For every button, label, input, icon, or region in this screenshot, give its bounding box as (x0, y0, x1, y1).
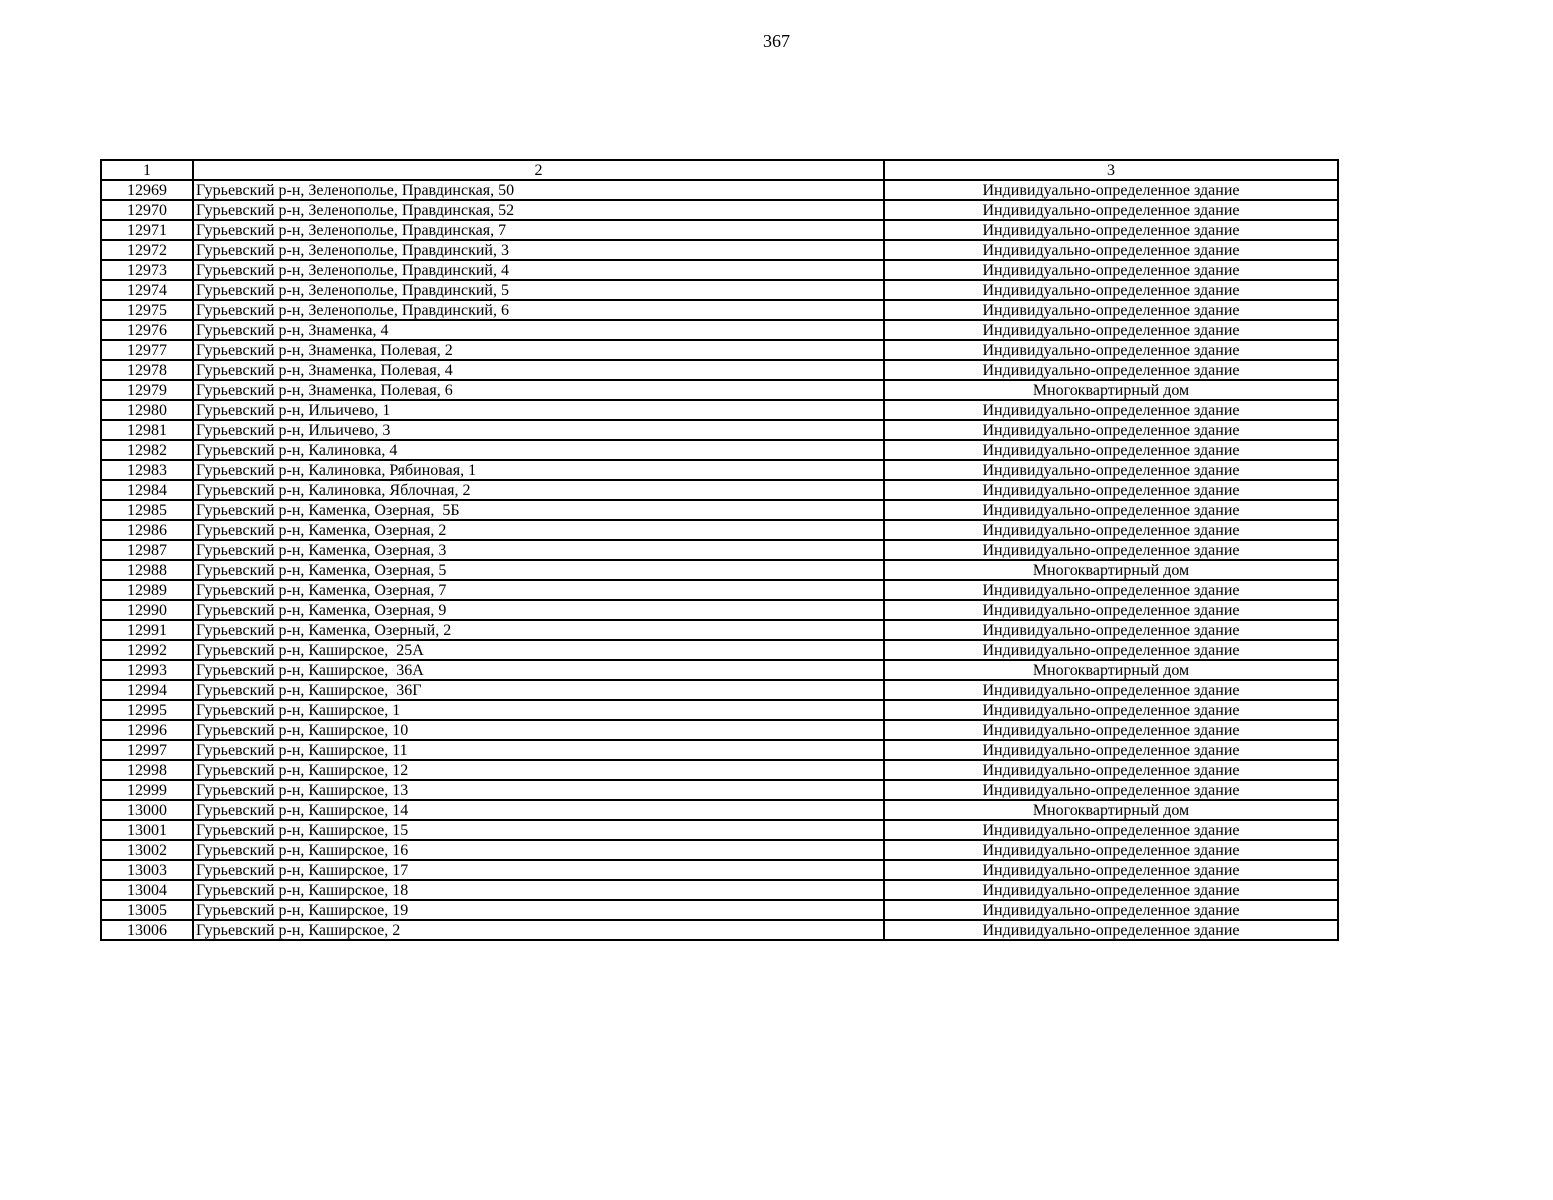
table-row (101, 180, 1338, 200)
row-number-cell: 12991 (101, 620, 193, 640)
row-number-cell: 12973 (101, 260, 193, 280)
address-cell: Гурьевский р-н, Зеленополье, Правдинская, 50 (193, 180, 884, 200)
row-number-cell: 12999 (101, 780, 193, 800)
address-cell: Гурьевский р-н, Ильичево, 1 (193, 400, 884, 420)
address-cell: Гурьевский р-н, Каменка, Озерная, 9 (193, 600, 884, 620)
object-type-cell: Индивидуально-определенное здание (884, 880, 1338, 900)
registry-table (100, 159, 1339, 941)
table-row (101, 880, 1338, 900)
address-cell: Гурьевский р-н, Каширское, 18 (193, 880, 884, 900)
address-cell: Гурьевский р-н, Зеленополье, Правдинский, 5 (193, 280, 884, 300)
table-row (101, 900, 1338, 920)
row-number-cell: 12980 (101, 400, 193, 420)
object-type-cell: Индивидуально-определенное здание (884, 320, 1338, 340)
table-row (101, 840, 1338, 860)
object-type-cell: Индивидуально-определенное здание (884, 500, 1338, 520)
object-type-cell: Индивидуально-определенное здание (884, 360, 1338, 380)
table-row (101, 400, 1338, 420)
table-row (101, 640, 1338, 660)
row-number-cell: 12979 (101, 380, 193, 400)
row-number-cell: 13004 (101, 880, 193, 900)
row-number-cell: 13002 (101, 840, 193, 860)
table-body (101, 180, 1338, 940)
address-cell: Гурьевский р-н, Знаменка, Полевая, 4 (193, 360, 884, 380)
table-row (101, 700, 1338, 720)
object-type-cell: Индивидуально-определенное здание (884, 280, 1338, 300)
object-type-cell: Индивидуально-определенное здание (884, 480, 1338, 500)
row-number-cell: 12970 (101, 200, 193, 220)
table-row (101, 360, 1338, 380)
table-row (101, 660, 1338, 680)
row-number-cell: 12983 (101, 460, 193, 480)
object-type-cell: Индивидуально-определенное здание (884, 240, 1338, 260)
object-type-cell: Индивидуально-определенное здание (884, 720, 1338, 740)
column-header-3: 3 (884, 160, 1338, 180)
row-number-cell: 13005 (101, 900, 193, 920)
table-row (101, 260, 1338, 280)
table-row (101, 200, 1338, 220)
table-row (101, 220, 1338, 240)
object-type-cell: Индивидуально-определенное здание (884, 580, 1338, 600)
address-cell: Гурьевский р-н, Знаменка, Полевая, 6 (193, 380, 884, 400)
object-type-cell: Индивидуально-определенное здание (884, 640, 1338, 660)
object-type-cell: Индивидуально-определенное здание (884, 460, 1338, 480)
address-cell: Гурьевский р-н, Каширское, 11 (193, 740, 884, 760)
table-row (101, 560, 1338, 580)
object-type-cell: Индивидуально-определенное здание (884, 180, 1338, 200)
row-number-cell: 12985 (101, 500, 193, 520)
address-cell: Гурьевский р-н, Каширское, 36Г (193, 680, 884, 700)
table-row (101, 320, 1338, 340)
address-cell: Гурьевский р-н, Каширское, 15 (193, 820, 884, 840)
row-number-cell: 12986 (101, 520, 193, 540)
table-row (101, 500, 1338, 520)
row-number-cell: 12988 (101, 560, 193, 580)
object-type-cell: Индивидуально-определенное здание (884, 540, 1338, 560)
object-type-cell: Индивидуально-определенное здание (884, 620, 1338, 640)
table-row (101, 240, 1338, 260)
address-cell: Гурьевский р-н, Ильичево, 3 (193, 420, 884, 440)
row-number-cell: 12998 (101, 760, 193, 780)
object-type-cell: Многоквартирный дом (884, 660, 1338, 680)
row-number-cell: 13000 (101, 800, 193, 820)
table-row (101, 520, 1338, 540)
row-number-cell: 12982 (101, 440, 193, 460)
table-header (101, 160, 1338, 180)
object-type-cell: Многоквартирный дом (884, 380, 1338, 400)
table-row (101, 480, 1338, 500)
address-cell: Гурьевский р-н, Зеленополье, Правдинская, 7 (193, 220, 884, 240)
object-type-cell: Многоквартирный дом (884, 560, 1338, 580)
row-number-cell: 12994 (101, 680, 193, 700)
table-row (101, 600, 1338, 620)
address-cell: Гурьевский р-н, Знаменка, Полевая, 2 (193, 340, 884, 360)
object-type-cell: Индивидуально-определенное здание (884, 900, 1338, 920)
row-number-cell: 12992 (101, 640, 193, 660)
object-type-cell: Индивидуально-определенное здание (884, 520, 1338, 540)
row-number-cell: 12977 (101, 340, 193, 360)
address-cell: Гурьевский р-н, Каменка, Озерная, 2 (193, 520, 884, 540)
address-cell: Гурьевский р-н, Знаменка, 4 (193, 320, 884, 340)
row-number-cell: 12969 (101, 180, 193, 200)
object-type-cell: Индивидуально-определенное здание (884, 200, 1338, 220)
table-row (101, 920, 1338, 940)
row-number-cell: 12993 (101, 660, 193, 680)
object-type-cell: Индивидуально-определенное здание (884, 860, 1338, 880)
table-row (101, 420, 1338, 440)
row-number-cell: 12984 (101, 480, 193, 500)
address-cell: Гурьевский р-н, Каширское, 17 (193, 860, 884, 880)
object-type-cell: Индивидуально-определенное здание (884, 300, 1338, 320)
address-cell: Гурьевский р-н, Каменка, Озерный, 2 (193, 620, 884, 640)
address-cell: Гурьевский р-н, Каширское, 13 (193, 780, 884, 800)
object-type-cell: Многоквартирный дом (884, 800, 1338, 820)
row-number-cell: 12987 (101, 540, 193, 560)
row-number-cell: 12975 (101, 300, 193, 320)
object-type-cell: Индивидуально-определенное здание (884, 820, 1338, 840)
table-row (101, 740, 1338, 760)
address-cell: Гурьевский р-н, Калиновка, Рябиновая, 1 (193, 460, 884, 480)
address-cell: Гурьевский р-н, Каширское, 12 (193, 760, 884, 780)
object-type-cell: Индивидуально-определенное здание (884, 760, 1338, 780)
row-number-cell: 12971 (101, 220, 193, 240)
header-row (101, 160, 1338, 180)
table-row (101, 280, 1338, 300)
table-row (101, 680, 1338, 700)
table-row (101, 800, 1338, 820)
address-cell: Гурьевский р-н, Каширское, 1 (193, 700, 884, 720)
address-cell: Гурьевский р-н, Зеленополье, Правдинский, 3 (193, 240, 884, 260)
address-cell: Гурьевский р-н, Каширское, 10 (193, 720, 884, 740)
address-cell: Гурьевский р-н, Каширское, 25А (193, 640, 884, 660)
row-number-cell: 12978 (101, 360, 193, 380)
table-row (101, 820, 1338, 840)
table-row (101, 380, 1338, 400)
table-row (101, 340, 1338, 360)
row-number-cell: 12974 (101, 280, 193, 300)
address-cell: Гурьевский р-н, Каменка, Озерная, 3 (193, 540, 884, 560)
object-type-cell: Индивидуально-определенное здание (884, 920, 1338, 940)
table-row (101, 580, 1338, 600)
address-cell: Гурьевский р-н, Каширское, 36А (193, 660, 884, 680)
row-number-cell: 12972 (101, 240, 193, 260)
object-type-cell: Индивидуально-определенное здание (884, 260, 1338, 280)
address-cell: Гурьевский р-н, Каширское, 14 (193, 800, 884, 820)
object-type-cell: Индивидуально-определенное здание (884, 440, 1338, 460)
object-type-cell: Индивидуально-определенное здание (884, 600, 1338, 620)
address-cell: Гурьевский р-н, Зеленополье, Правдинская, 52 (193, 200, 884, 220)
table-row (101, 720, 1338, 740)
object-type-cell: Индивидуально-определенное здание (884, 740, 1338, 760)
column-header-1: 1 (101, 160, 193, 180)
object-type-cell: Индивидуально-определенное здание (884, 340, 1338, 360)
row-number-cell: 12996 (101, 720, 193, 740)
row-number-cell: 12995 (101, 700, 193, 720)
object-type-cell: Индивидуально-определенное здание (884, 700, 1338, 720)
address-cell: Гурьевский р-н, Калиновка, Яблочная, 2 (193, 480, 884, 500)
object-type-cell: Индивидуально-определенное здание (884, 400, 1338, 420)
table-row (101, 300, 1338, 320)
object-type-cell: Индивидуально-определенное здание (884, 780, 1338, 800)
address-cell: Гурьевский р-н, Каменка, Озерная, 5 (193, 560, 884, 580)
address-cell: Гурьевский р-н, Калиновка, 4 (193, 440, 884, 460)
row-number-cell: 13001 (101, 820, 193, 840)
address-cell: Гурьевский р-н, Каширское, 2 (193, 920, 884, 940)
object-type-cell: Индивидуально-определенное здание (884, 220, 1338, 240)
table-row (101, 620, 1338, 640)
row-number-cell: 12997 (101, 740, 193, 760)
row-number-cell: 12989 (101, 580, 193, 600)
column-header-2: 2 (193, 160, 884, 180)
row-number-cell: 13003 (101, 860, 193, 880)
table-row (101, 860, 1338, 880)
table-row (101, 540, 1338, 560)
table-row (101, 760, 1338, 780)
row-number-cell: 12981 (101, 420, 193, 440)
object-type-cell: Индивидуально-определенное здание (884, 840, 1338, 860)
address-cell: Гурьевский р-н, Каменка, Озерная, 7 (193, 580, 884, 600)
object-type-cell: Индивидуально-определенное здание (884, 680, 1338, 700)
row-number-cell: 13006 (101, 920, 193, 940)
address-cell: Гурьевский р-н, Каширское, 16 (193, 840, 884, 860)
row-number-cell: 12976 (101, 320, 193, 340)
table-row (101, 440, 1338, 460)
address-cell: Гурьевский р-н, Каменка, Озерная, 5Б (193, 500, 884, 520)
address-cell: Гурьевский р-н, Зеленополье, Правдинский, 6 (193, 300, 884, 320)
object-type-cell: Индивидуально-определенное здание (884, 420, 1338, 440)
row-number-cell: 12990 (101, 600, 193, 620)
table-row (101, 460, 1338, 480)
address-cell: Гурьевский р-н, Зеленополье, Правдинский, 4 (193, 260, 884, 280)
address-cell: Гурьевский р-н, Каширское, 19 (193, 900, 884, 920)
table-row (101, 780, 1338, 800)
page-number: 367 (763, 31, 790, 51)
